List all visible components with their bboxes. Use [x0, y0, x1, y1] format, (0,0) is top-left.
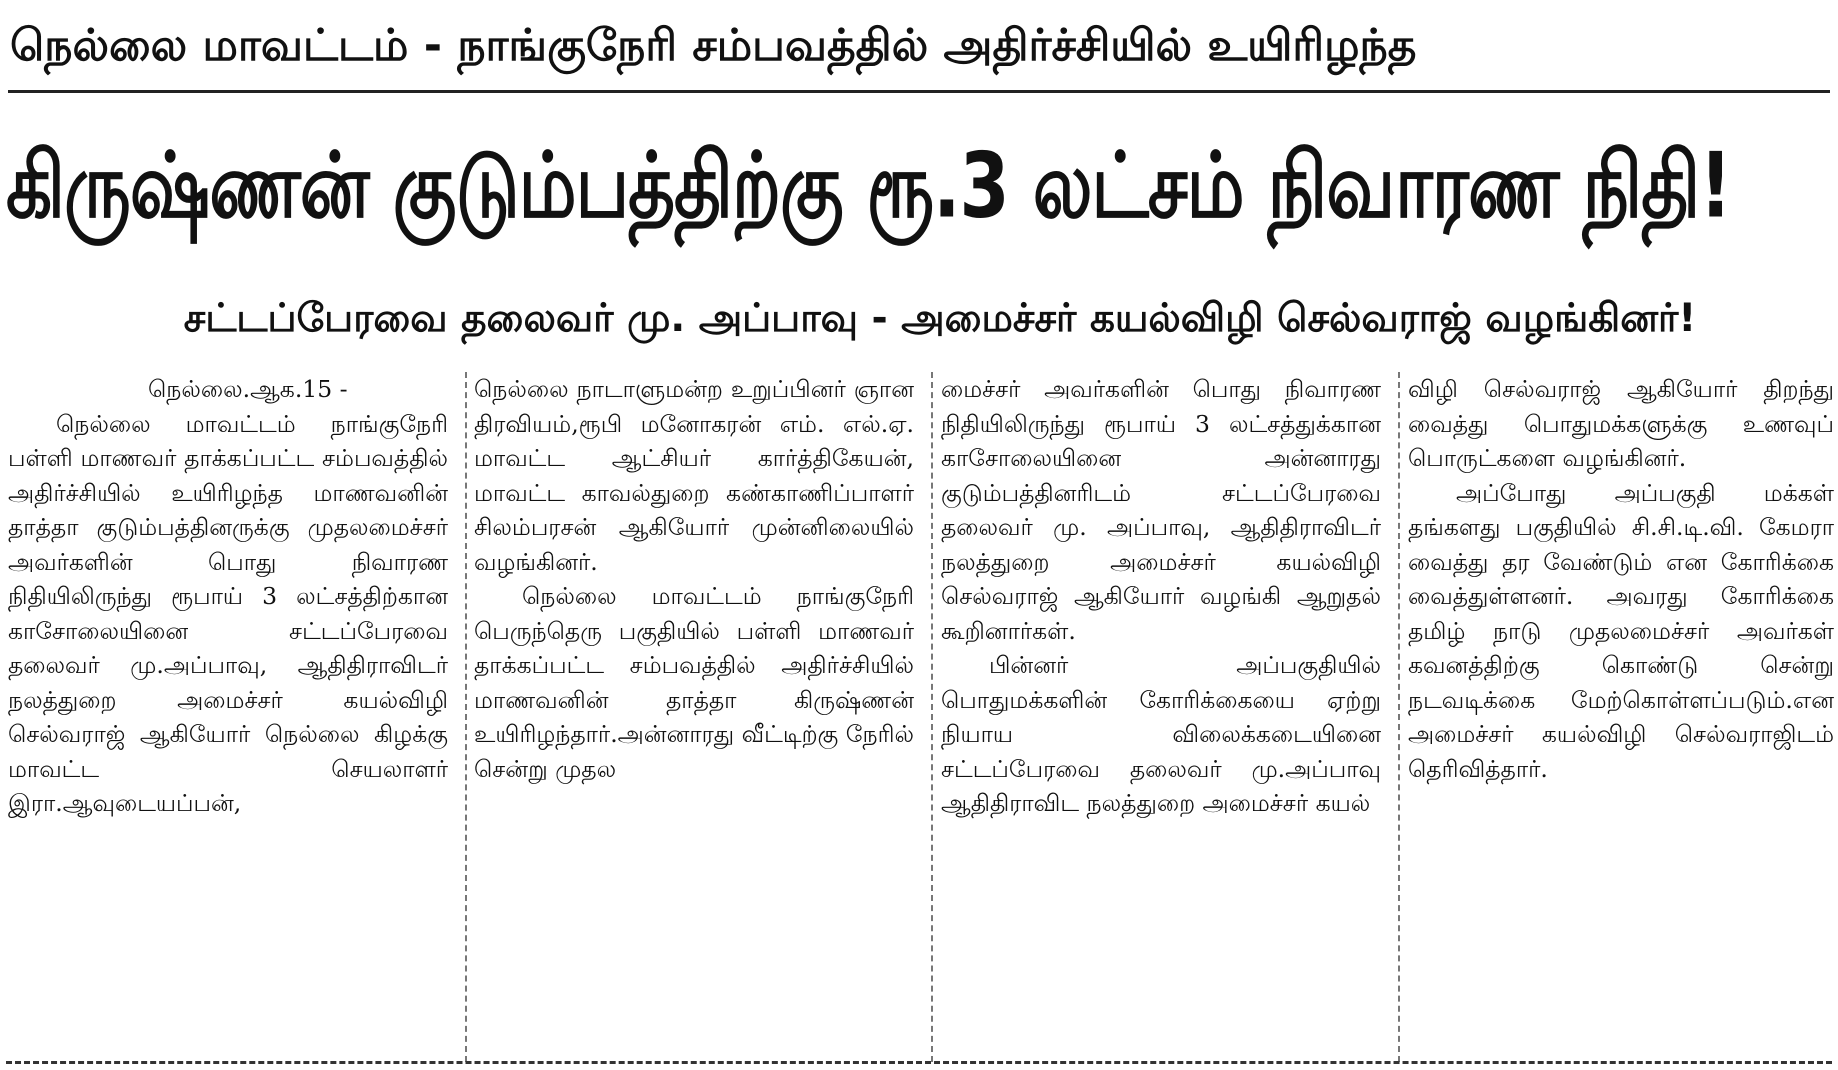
- column-paragraph: நெல்லை நாடாளுமன்ற உறுப்பினர் ஞான திரவியம்,ரூபி மனோகரன் எம். எல்.ஏ. மாவட்ட ஆட்சியர் கார்த்திகேயன், மாவட்ட காவல்துறை கண்காணிப்பாளர் சிலம்பரசன் ஆகியோர் முன்னிலையில் வழங்கினர்.: [474, 375, 914, 576]
- main-headline: கிருஷ்ணன் குடும்பத்திற்கு ரூ.3 லட்சம் நிவாரண நிதி!: [6, 132, 1732, 238]
- dateline: நெல்லை.ஆக.15 -: [148, 375, 348, 403]
- sub-headline: சட்டப்பேரவை தலைவர் மு. அப்பாவு - அமைச்சர் கயல்விழி செல்வராஜ் வழங்கினர்!: [183, 296, 1697, 341]
- column-paragraph: அப்போது அப்பகுதி மக்கள் தங்களது பகுதியில் சி.சி.டி.வி. கேமரா வைத்து தர வேண்டும் என கோரிக்கை வைத்துள்ளனர். அவரது கோரிக்கை தமிழ் நாடு முதலமைச்சர் அவர்கள் கவனத்திற்கு கொண்டு சென்று நடவடிக்கை மேற்கொள்ளப்படும்.என அமைச்சர் கயல்விழி செல்வராஜிடம் தெரிவித்தார்.: [1408, 478, 1834, 783]
- column-divider: [465, 372, 467, 1062]
- bottom-dashed-rule: [6, 1061, 1832, 1064]
- article-column-1: [8, 372, 448, 1062]
- column-paragraph: நெல்லை மாவட்டம் நாங்குநேரி பெருந்தெரு பகுதியில் பள்ளி மாணவர் தாக்கப்பட்ட சம்பவத்தில் அதிர்ச்சியில் மாணவனின் தாத்தா கிருஷ்ணன் உயிரிழந்தார்.அன்னாரது வீட்டிற்கு நேரில் சென்று முதல: [474, 582, 914, 783]
- column-paragraph: நெல்லை மாவட்டம் நாங்குநேரி பள்ளி மாணவர் தாக்கப்பட்ட சம்பவத்தில் அதிர்ச்சியில் உயிரிழந்த மாணவனின் தாத்தா குடும்பத்தினருக்கு முதலமைச்சர் அவர்களின் பொது நிவாரண நிதியிலிருந்து ரூபாய் 3 லட்சத்திற்கான காசோலையினை சட்டப்பேரவை தலைவர் மு.அப்பாவு, ஆதிதிராவிடர் நலத்துறை அமைச்சர் கயல்விழி செல்வராஜ் ஆகியோர் நெல்லை கிழக்கு மாவட்ட செயலாளர் இரா.ஆவுடையப்பன்,: [8, 409, 448, 817]
- column-paragraph: பின்னர் அப்பகுதியில் பொதுமக்களின் கோரிக்கையை ஏற்று நியாய விலைக்கடையினை சட்டப்பேரவை தலைவர் மு.அப்பாவு ஆதிதிராவிட நலத்துறை அமைச்சர் கயல்: [941, 651, 1381, 817]
- column-divider: [1398, 372, 1400, 1062]
- column-paragraph: மைச்சர் அவர்களின் பொது நிவாரண நிதியிலிருந்து ரூபாய் 3 லட்சத்துக்கான காசோலையினை அன்னாரது குடும்பத்தினரிடம் சட்டப்பேரவை தலைவர் மு. அப்பாவு, ஆதிதிராவிடர் நலத்துறை அமைச்சர் கயல்விழி செல்வராஜ் ஆகியோர் வழங்கி ஆறுதல் கூறினார்கள்.: [941, 375, 1381, 645]
- kicker-headline: நெல்லை மாவட்டம் - நாங்குநேரி சம்பவத்தில் அதிர்ச்சியில் உயிரிழந்த: [10, 20, 1417, 71]
- article-column-4: [1408, 372, 1834, 1062]
- article-body: [8, 372, 1834, 1062]
- column-paragraph: விழி செல்வராஜ் ஆகியோர் திறந்து வைத்து பொதுமக்களுக்கு உணவுப் பொருட்களை வழங்கினர்.: [1408, 375, 1834, 472]
- article-column-3: [941, 372, 1381, 1062]
- column-divider: [931, 372, 933, 1062]
- article-column-2: [474, 372, 914, 1062]
